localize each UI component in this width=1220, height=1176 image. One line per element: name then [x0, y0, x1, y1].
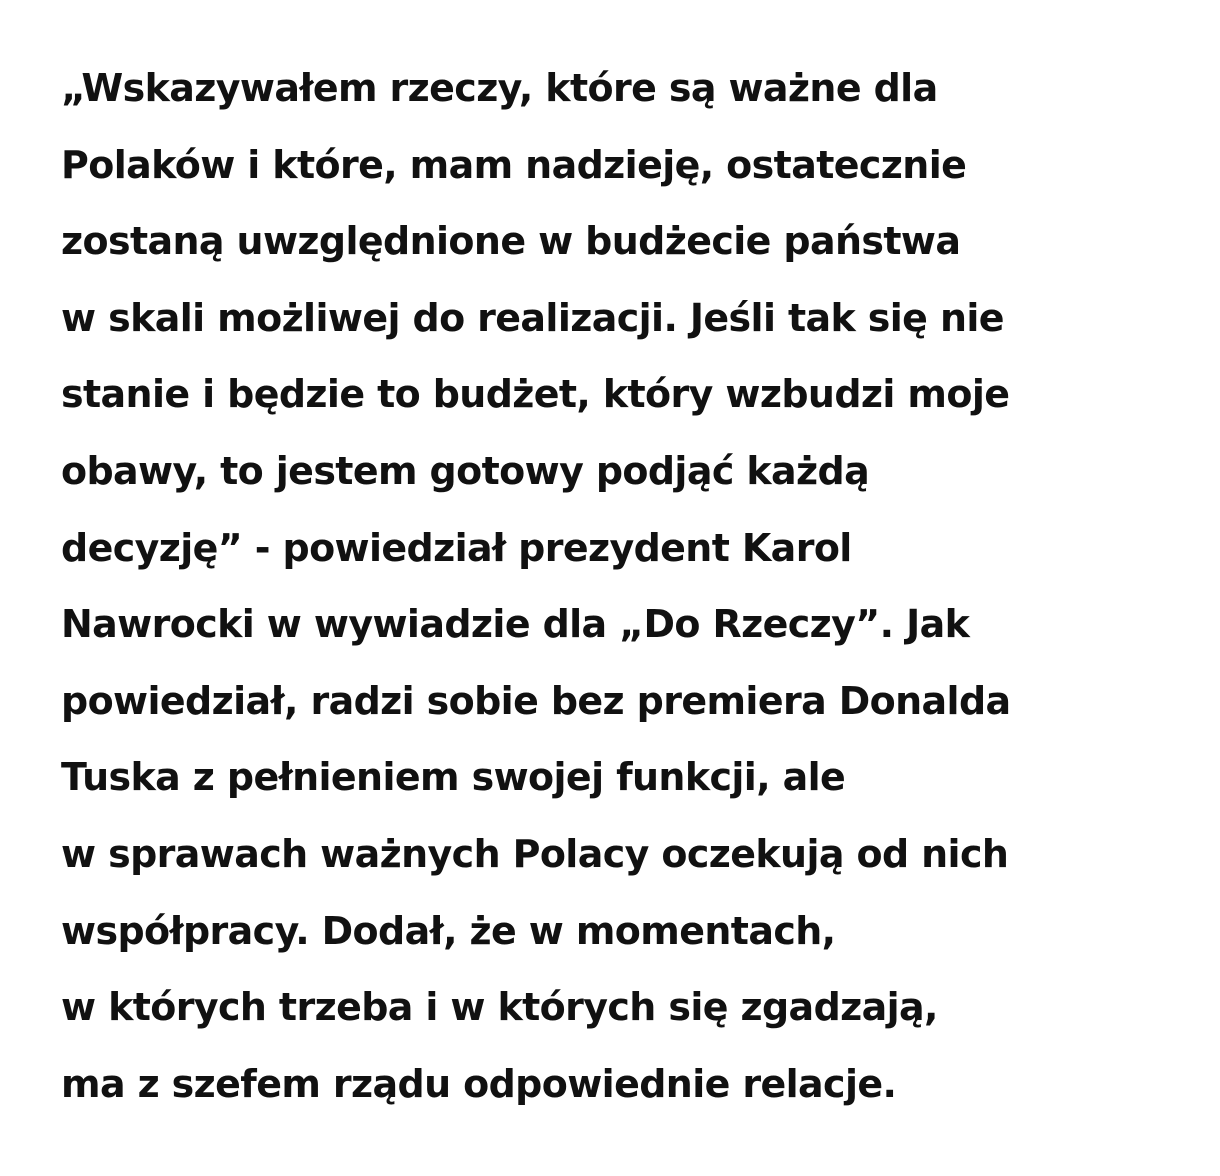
paragraph-line: w których trzeba i w których się zgadzają,	[61, 985, 938, 1030]
paragraph-line: decyzję” - powiedział prezydent Karol	[61, 525, 852, 570]
paragraph-line: współpracy. Dodał, że w momentach,	[61, 908, 836, 953]
paragraph-line: stanie i będzie to budżet, który wzbudzi moje	[61, 372, 1010, 417]
paragraph-line: Tuska z pełnieniem swojej funkcji, ale	[61, 755, 846, 800]
paragraph-line: w sprawach ważnych Polacy oczekują od nich	[61, 831, 1009, 876]
paragraph-line: w skali możliwej do realizacji. Jeśli tak się nie	[61, 295, 1004, 340]
paragraph-line: powiedział, radzi sobie bez premiera Donalda	[61, 678, 1011, 723]
paragraph-line: Nawrocki w wywiadzie dla „Do Rzeczy”. Jak	[61, 602, 970, 647]
paragraph-line: Polaków i które, mam nadzieję, ostatecznie	[61, 142, 967, 187]
article-paragraph	[61, 50, 1201, 1122]
paragraph-line: ma z szefem rządu odpowiednie relacje.	[61, 1061, 897, 1106]
paragraph-line: „Wskazywałem rzeczy, które są ważne dla	[61, 66, 938, 110]
paragraph-line: zostaną uwzględnione w budżecie państwa	[61, 219, 961, 264]
paragraph-line: obawy, to jestem gotowy podjąć każdą	[61, 448, 870, 493]
